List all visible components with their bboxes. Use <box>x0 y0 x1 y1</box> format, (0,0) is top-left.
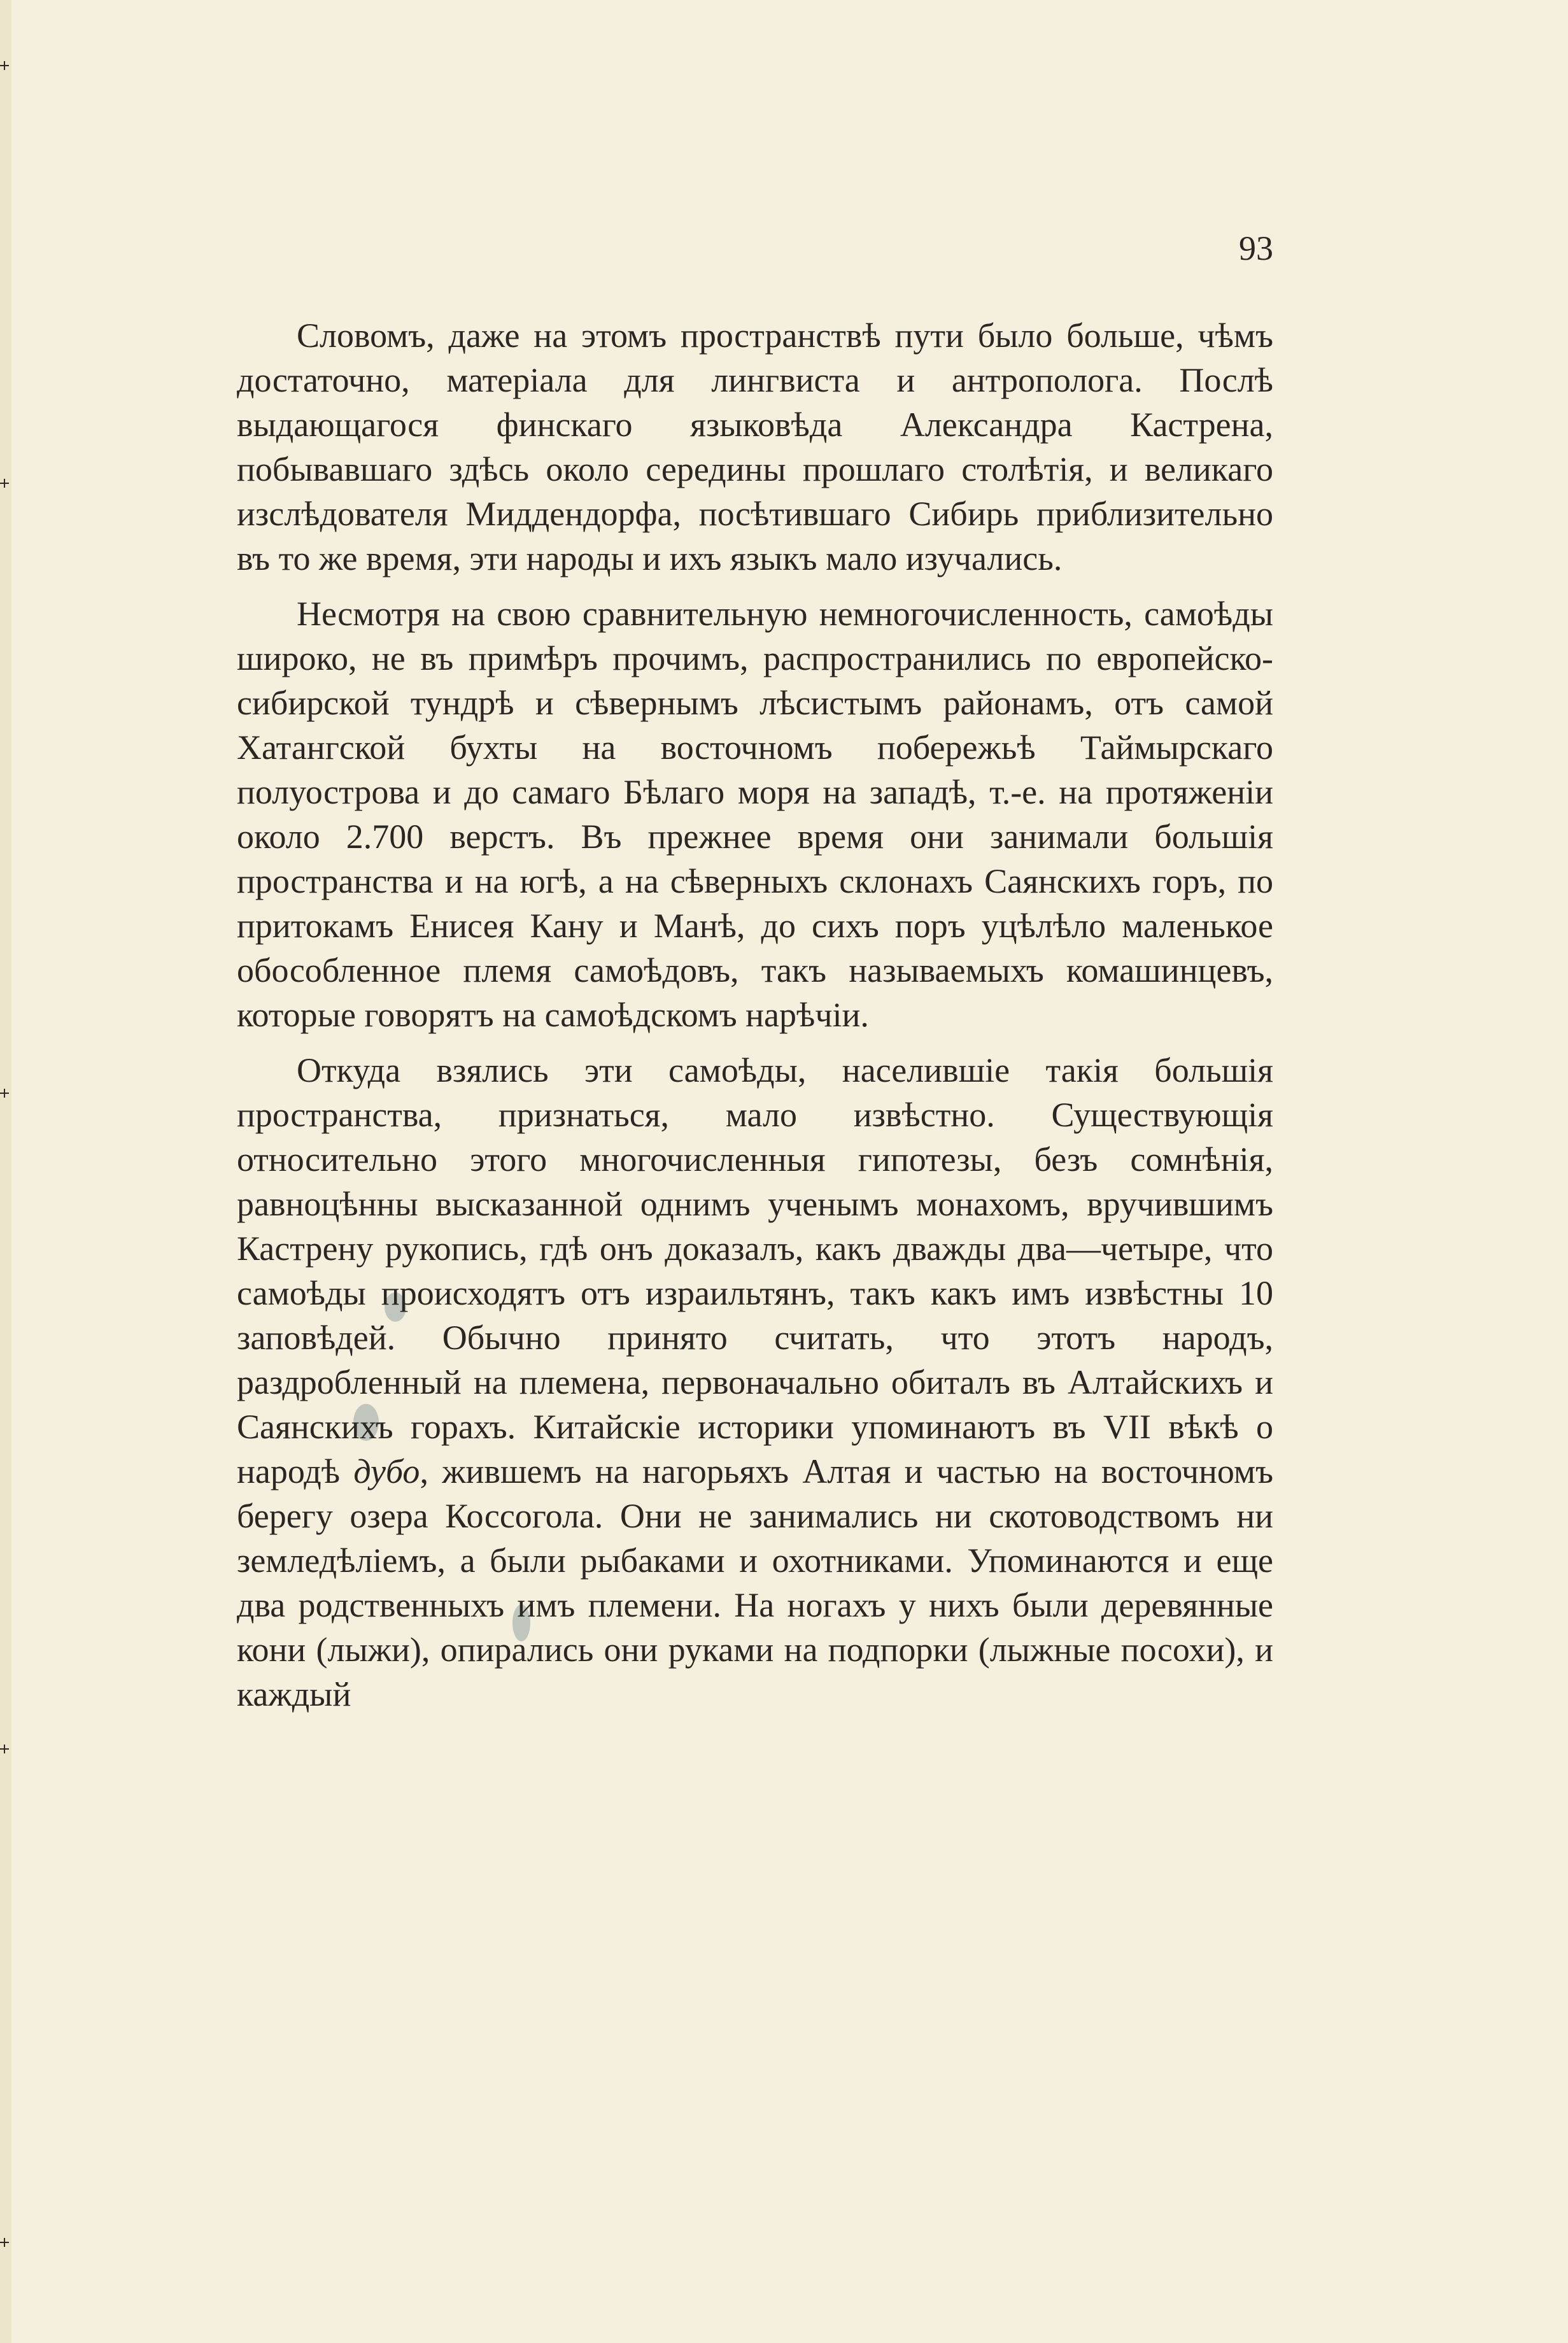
binding-mark <box>0 1089 9 1098</box>
binding-mark <box>0 1745 9 1753</box>
paragraph: Несмотря на свою сравнительную немногочисленность, самоѣды широко, не въ примѣръ прочимъ, распространились по европейско-сибирской тундрѣ и сѣвернымъ лѣсистымъ районамъ, отъ самой Хатангской бухты на восточномъ побережьѣ Таймырскаго полуострова и до самаго Бѣлаго моря на западѣ, т.-е. на протяженіи около 2.700 верстъ. Въ прежнее время они занимали большія пространства и на югѣ, а на сѣверныхъ склонахъ Саянскихъ горъ, по притокамъ Енисея Кану и Манѣ, до сихъ поръ уцѣлѣло маленькое обособленное племя самоѣдовъ, такъ называемыхъ комашинцевъ, которые говорятъ на самоѣдскомъ нарѣчіи. <box>237 595 1273 1034</box>
paragraph-text: , жившемъ на нагорьяхъ Алтая и частью на восточномъ берегу озера Коссогола. Они не занимались ни скотоводствомъ ни земледѣліемъ, а были рыбаками и охотниками. Упоминаются и еще два родственныхъ имъ племени. На ногахъ у нихъ были деревянные кони (лыжи), опирались они руками на подпорки (лыжные посохи), и каждый <box>237 1452 1274 1713</box>
paragraph <box>237 1048 1273 1717</box>
page-number: 93 <box>1239 229 1273 267</box>
binding-mark <box>0 2238 9 2247</box>
body-text <box>237 313 1273 1727</box>
paragraph-text: Откуда взялись эти самоѣды, населившіе такія большія пространства, признаться, мало извѣстно. Существующія относительно этого многочисленныя гипотезы, безъ сомнѣнія, равноцѣнны высказанной однимъ ученымъ монахомъ, вручившимъ Кастрену рукопись, гдѣ онъ доказалъ, какъ дважды два—четыре, что самоѣды происходятъ отъ израильтянъ, такъ какъ имъ извѣстны 10 заповѣдей. Обычно принято считать, что этотъ народъ, раздробленный на племена, первоначально обиталъ въ Алтайскихъ и Саянскихъ горахъ. Китайскіе историки упоминаютъ въ VII вѣкѣ о народѣ <box>237 1051 1273 1490</box>
italic-term: дубо <box>353 1452 420 1490</box>
page-binding-edge <box>0 0 11 2343</box>
paragraph: Словомъ, даже на этомъ пространствѣ пути было больше, чѣмъ достаточно, матеріала для лингвиста и антрополога. Послѣ выдающагося финскаго языковѣда Александра Кастрена, побывавшаго здѣсь около середины прошлаго столѣтія, и великаго изслѣдователя Миддендорфа, посѣтившаго Сибирь приблизительно въ то же время, эти народы и ихъ языкъ мало изучались. <box>237 316 1273 577</box>
binding-mark <box>0 61 9 70</box>
binding-mark <box>0 479 9 488</box>
